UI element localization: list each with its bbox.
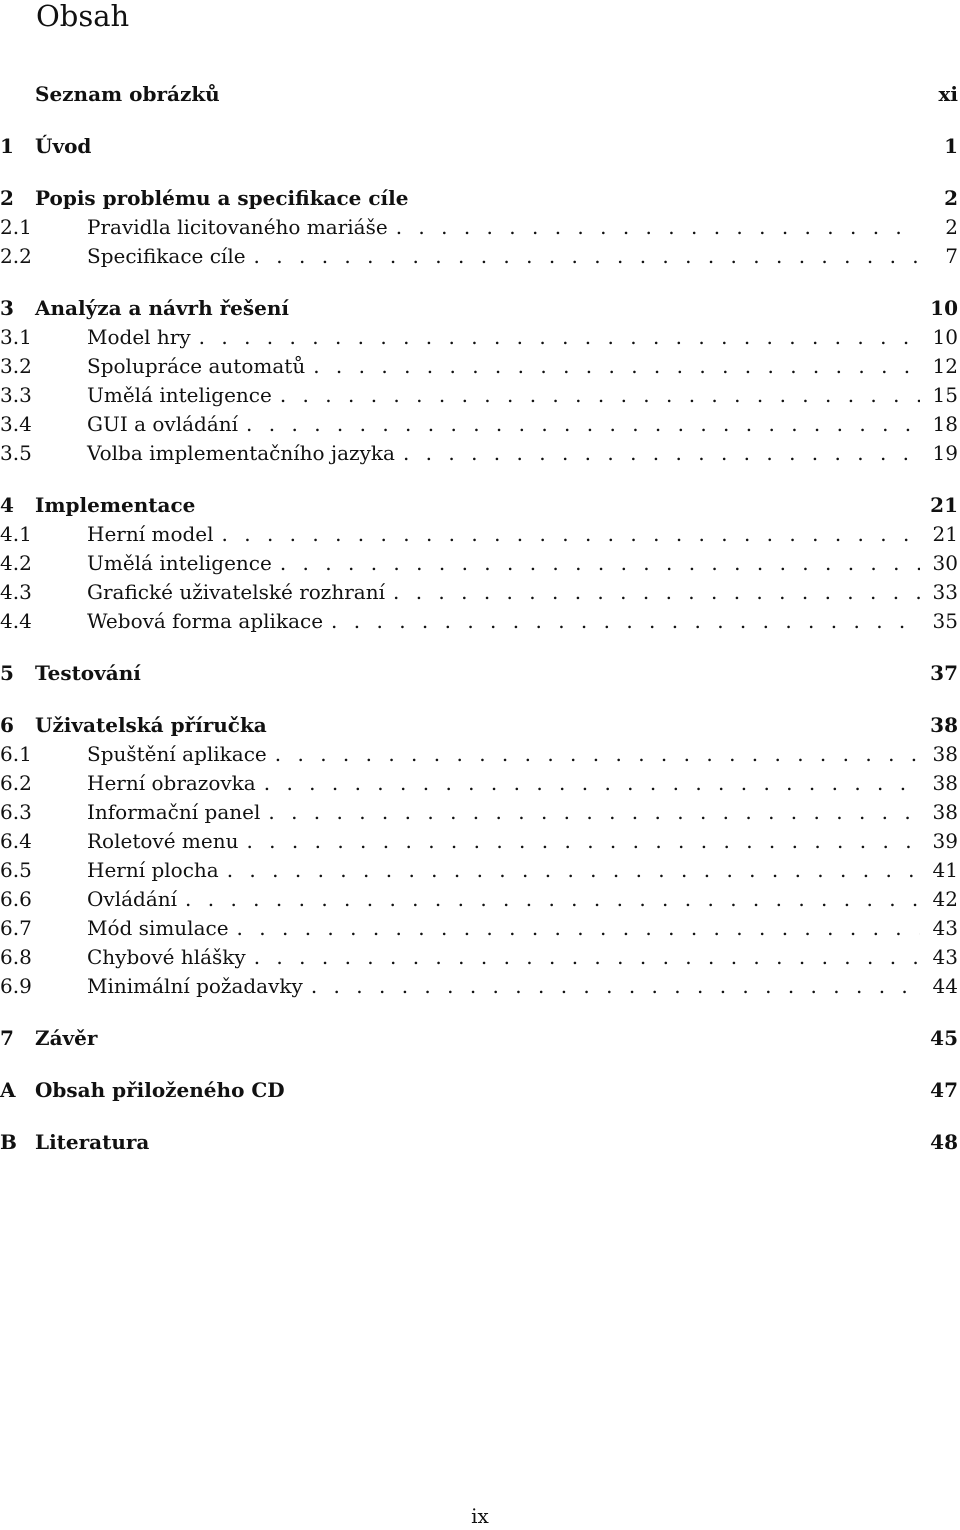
toc-entry-title: Testování [35,661,141,685]
toc-entry-title: Analýza a návrh řešení [35,296,289,320]
toc-entry-title: Informační panel [87,800,261,824]
toc-section-entry[interactable] [0,352,960,381]
toc-entry-number: 2 [0,186,14,210]
toc-entry-title: Popis problému a specifikace cíle [35,186,409,210]
toc-entry-page: 38 [932,800,958,824]
toc-section-entry[interactable] [0,323,960,352]
toc-entry-page: xi [938,82,958,106]
toc-section-entry[interactable] [0,549,960,578]
toc-entry-page: 2 [944,186,958,210]
toc-dot-leader [280,549,920,578]
toc-dot-leader [227,856,920,885]
toc-entry-page: 10 [932,325,958,349]
toc-entry-title: Herní obrazovka [87,771,256,795]
toc-entry-page: 47 [930,1078,958,1102]
toc-dot-leader [313,352,920,381]
toc-dot-leader [280,381,920,410]
toc-entry-page: 30 [932,551,958,575]
toc-section-entry[interactable] [0,410,960,439]
toc-chapter-entry[interactable] [0,294,960,323]
toc-entry-number: 3.4 [0,412,32,436]
toc-dot-leader [254,242,920,271]
page-title: Obsah [36,0,130,33]
toc-chapter-entry[interactable] [0,491,960,520]
toc-entry-title: Webová forma aplikace [87,609,324,633]
toc-entry-title: Volba implementačního jazyka [87,441,395,465]
toc-entry-number: 2.2 [0,244,32,268]
toc-entry-page: 43 [932,916,958,940]
toc-entry-page: 19 [932,441,958,465]
toc-entry-page: 12 [932,354,958,378]
toc-entry-number: 4.2 [0,551,32,575]
toc-entry-number: 3.1 [0,325,32,349]
toc-entry-page: 2 [945,215,958,239]
toc-section-entry[interactable] [0,381,960,410]
toc-entry-number: 6.5 [0,858,32,882]
toc-entry-page: 37 [930,661,958,685]
toc-dot-leader [393,578,920,607]
toc-entry-page: 38 [930,713,958,737]
toc-entry-title: Literatura [35,1130,150,1154]
toc-section-entry[interactable] [0,607,960,636]
toc-entry-page: 10 [930,296,958,320]
toc-section-entry[interactable] [0,213,960,242]
toc-entry-page: 1 [944,134,958,158]
page-number: ix [471,1504,489,1528]
toc-entry-page: 45 [930,1026,958,1050]
toc-entry-title: Model hry [87,325,191,349]
toc-entry-number: 1 [0,134,14,158]
toc-entry-number: 3.3 [0,383,32,407]
toc-entry-page: 41 [932,858,958,882]
toc-entry-title: Grafické uživatelské rozhraní [87,580,385,604]
toc-entry-page: 44 [932,974,958,998]
toc-section-entry[interactable] [0,439,960,468]
toc-dot-leader [246,827,920,856]
toc-entry-title: GUI a ovládání [87,412,239,436]
toc-dot-leader [185,885,920,914]
toc-chapter-entry[interactable] [0,659,960,688]
toc-entry-title: Umělá inteligence [87,551,272,575]
toc-dot-leader [268,798,920,827]
toc-chapter-entry[interactable] [0,1076,960,1105]
toc-entry-page: 21 [930,493,958,517]
toc-entry-number: 6.3 [0,800,32,824]
table-of-contents [0,80,960,1157]
toc-entry-number: 6 [0,713,14,737]
toc-entry-number: 3 [0,296,14,320]
toc-chapter-entry[interactable] [0,1128,960,1157]
toc-entry-title: Uživatelská příručka [35,713,267,737]
toc-entry-title: Minimální požadavky [87,974,303,998]
toc-entry-page: 7 [945,244,958,268]
toc-entry-title: Závěr [35,1026,98,1050]
toc-entry-number: 4 [0,493,14,517]
toc-entry-title: Roletové menu [87,829,239,853]
toc-entry-number: 2.1 [0,215,32,239]
toc-entry-page: 33 [932,580,958,604]
toc-entry-title: Ovládání [87,887,178,911]
toc-dot-leader [275,740,920,769]
toc-entry-title: Umělá inteligence [87,383,272,407]
toc-entry-title: Úvod [35,134,92,158]
toc-entry-title: Herní model [87,522,214,546]
toc-section-entry[interactable] [0,827,960,856]
toc-entry-number: 6.1 [0,742,32,766]
toc-chapter-entry[interactable] [0,711,960,740]
toc-entry-number: 6.8 [0,945,32,969]
toc-entry-title: Specifikace cíle [87,244,246,268]
toc-entry-number: 4.3 [0,580,32,604]
toc-entry-title: Pravidla licitovaného mariáše [87,215,388,239]
toc-entry-title: Spolupráce automatů [87,354,306,378]
toc-chapter-entry[interactable] [0,1024,960,1053]
toc-dot-leader [311,972,920,1001]
toc-dot-leader [237,914,920,943]
toc-entry-number: 3.2 [0,354,32,378]
toc-entry-number: B [0,1130,17,1154]
toc-entry-number: 4.4 [0,609,32,633]
toc-entry-page: 15 [932,383,958,407]
toc-chapter-entry[interactable] [0,132,960,161]
toc-entry-number: 3.5 [0,441,32,465]
toc-section-entry[interactable] [0,943,960,972]
toc-dot-leader [396,213,920,242]
toc-entry-page: 18 [932,412,958,436]
toc-section-entry[interactable] [0,914,960,943]
toc-dot-leader [222,520,920,549]
toc-section-entry[interactable] [0,769,960,798]
toc-chapter-entry[interactable] [0,184,960,213]
toc-entry-page: 35 [932,609,958,633]
toc-section-entry[interactable] [0,520,960,549]
toc-entry-title: Obsah přiloženého CD [35,1078,285,1102]
toc-dot-leader [246,410,920,439]
toc-entry-page: 42 [932,887,958,911]
toc-entry-number: 6.9 [0,974,32,998]
toc-entry-number: 5 [0,661,14,685]
toc-entry-page: 48 [930,1130,958,1154]
toc-entry-title: Chybové hlášky [87,945,246,969]
toc-dot-leader [264,769,920,798]
toc-entry-number: A [0,1078,16,1102]
toc-section-entry[interactable] [0,856,960,885]
toc-section-entry[interactable] [0,972,960,1001]
toc-entry-page: 21 [932,522,958,546]
toc-entry-number: 4.1 [0,522,32,546]
toc-section-entry[interactable] [0,885,960,914]
toc-entry-number: 6.7 [0,916,32,940]
toc-entry-page: 39 [932,829,958,853]
toc-section-entry[interactable] [0,242,960,271]
toc-section-entry[interactable] [0,578,960,607]
toc-chapter-entry[interactable] [0,80,960,109]
toc-entry-title: Implementace [35,493,196,517]
toc-section-entry[interactable] [0,740,960,769]
toc-entry-number: 6.4 [0,829,32,853]
toc-entry-title: Mód simulace [87,916,229,940]
toc-entry-title: Spuštění aplikace [87,742,267,766]
toc-dot-leader [403,439,920,468]
toc-entry-number: 6.6 [0,887,32,911]
toc-dot-leader [331,607,920,636]
toc-entry-page: 38 [932,742,958,766]
toc-section-entry[interactable] [0,798,960,827]
toc-entry-number: 6.2 [0,771,32,795]
toc-entry-page: 38 [932,771,958,795]
toc-dot-leader [254,943,920,972]
toc-dot-leader [199,323,920,352]
toc-entry-page: 43 [932,945,958,969]
toc-entry-title: Herní plocha [87,858,219,882]
toc-entry-number: 7 [0,1026,14,1050]
toc-entry-title: Seznam obrázků [35,82,220,106]
